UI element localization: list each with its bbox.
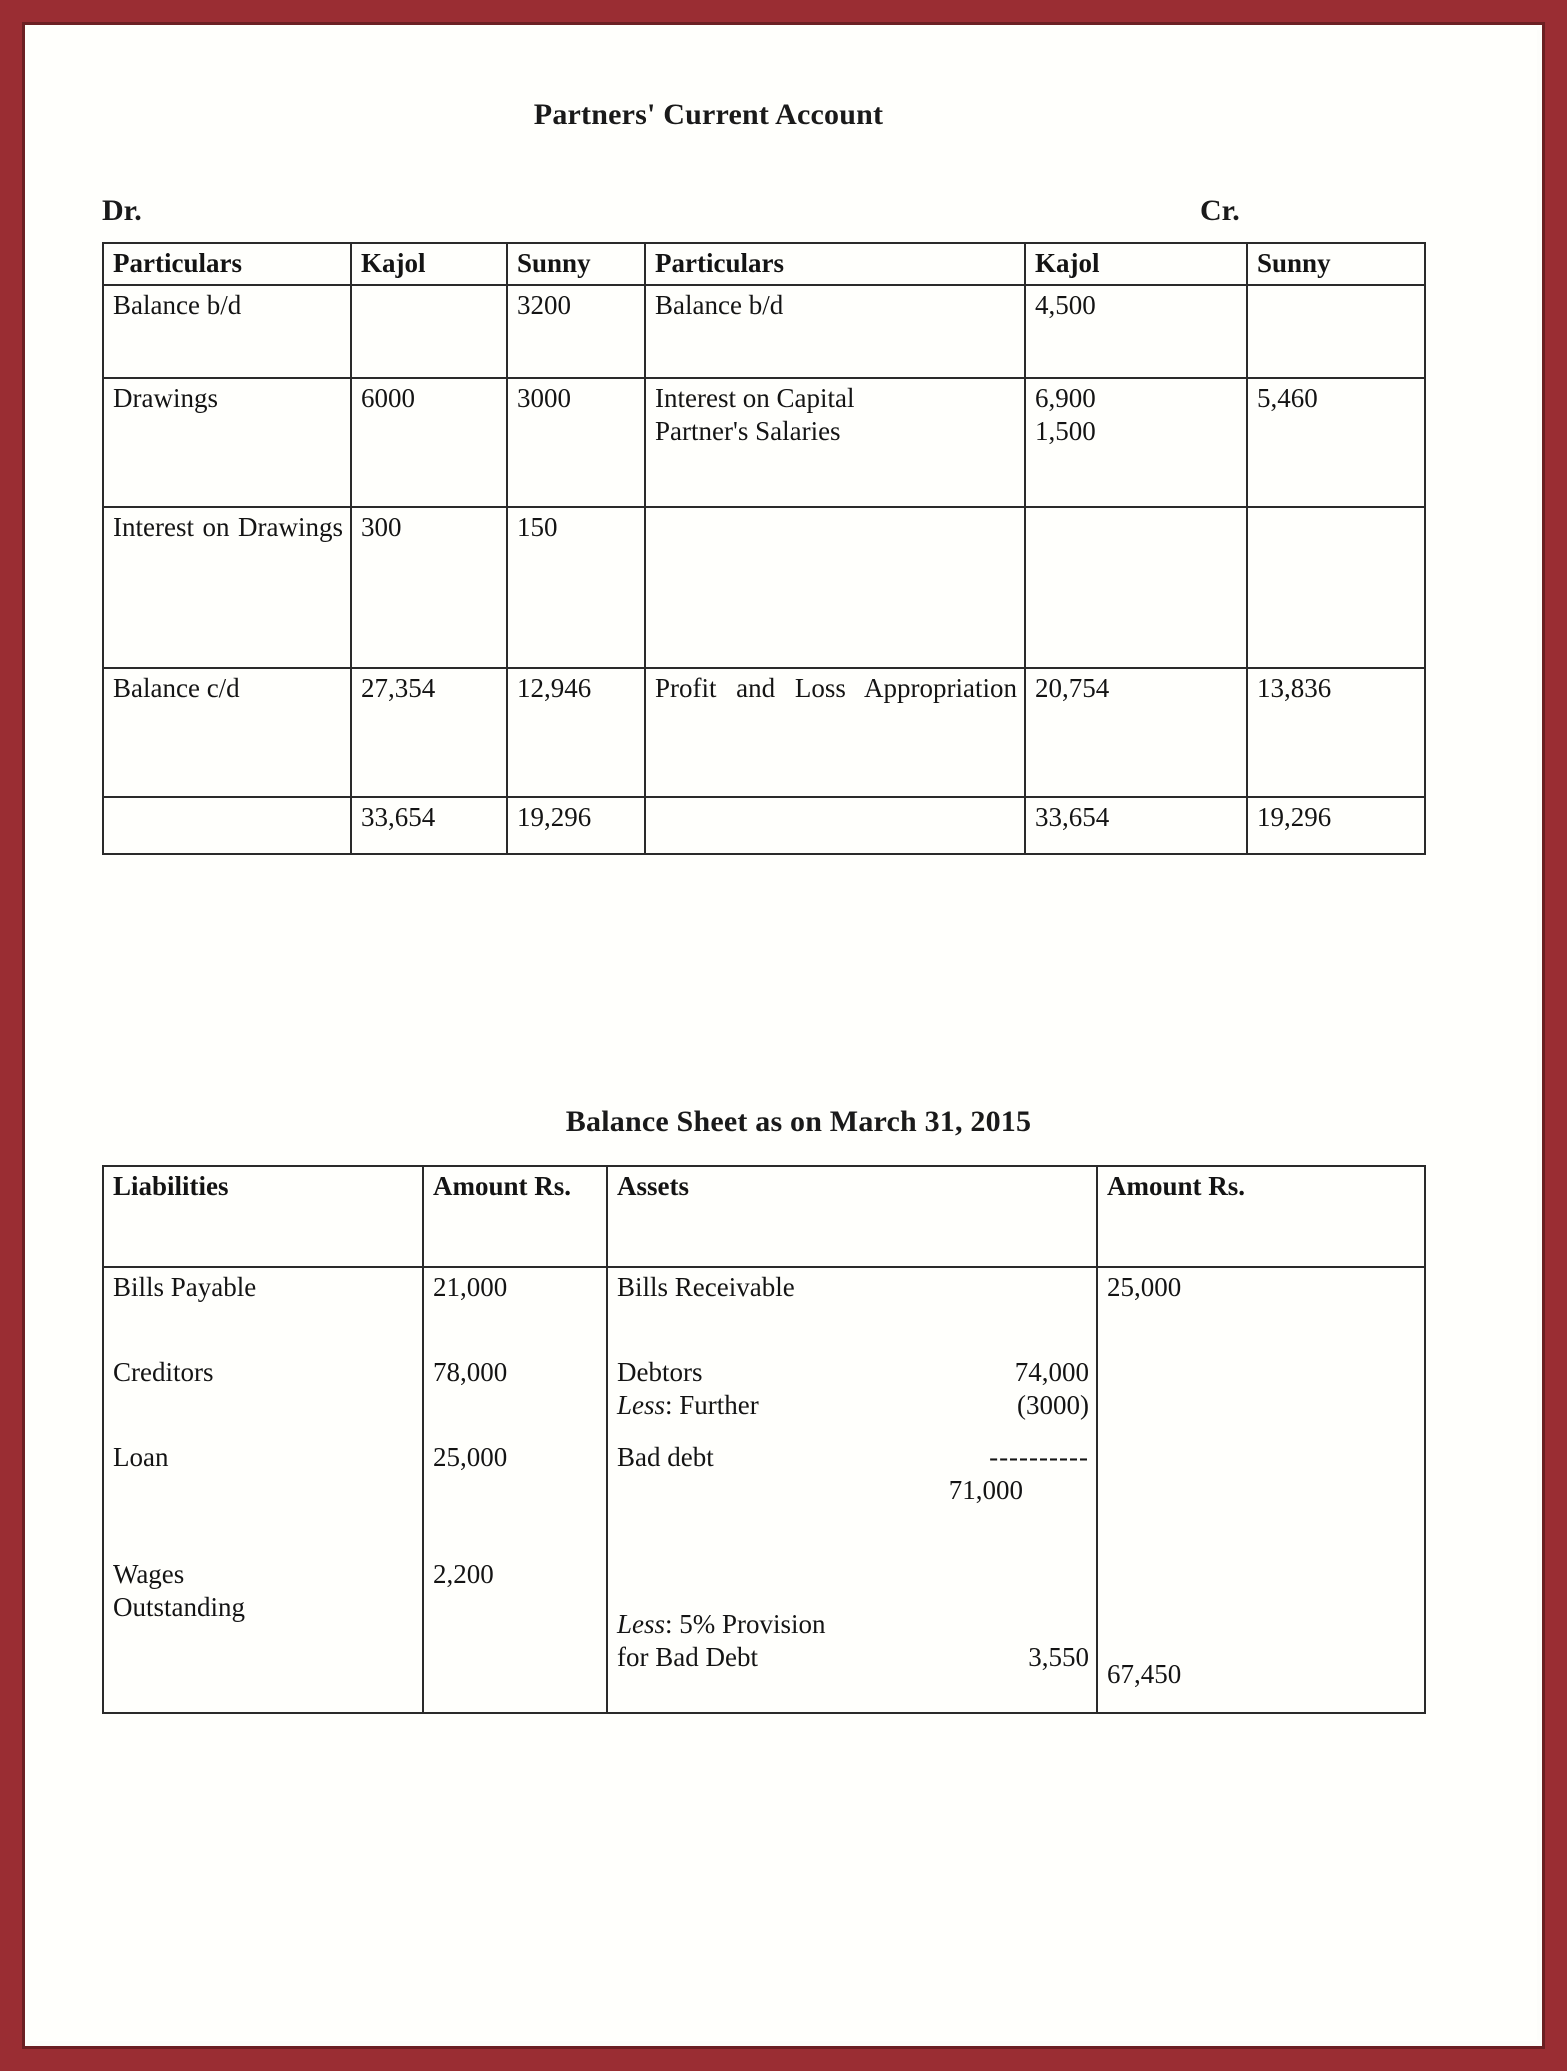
table-row bbox=[103, 1267, 1425, 1353]
cell-totals-debit-sunny: 19,296 bbox=[507, 797, 645, 854]
cell-asset-amount bbox=[1097, 1555, 1425, 1713]
asset-provision-label: for Bad Debt bbox=[617, 1641, 758, 1672]
cell-totals-debit-particular bbox=[103, 797, 351, 854]
cell-liability-amount: 25,000 bbox=[423, 1438, 607, 1555]
cell-totals-debit-kajol: 33,654 bbox=[351, 797, 507, 854]
cell-totals-credit-particular bbox=[645, 797, 1025, 854]
cell-debit-sunny: 3200 bbox=[507, 285, 645, 378]
cell-debit-particular: Balance c/d bbox=[103, 668, 351, 797]
table-row bbox=[103, 1555, 1425, 1713]
document-paper bbox=[30, 30, 1537, 2041]
asset-gap bbox=[617, 1558, 1089, 1608]
debit-credit-label-row bbox=[30, 194, 1537, 242]
cell-asset bbox=[607, 1353, 1097, 1438]
asset-provision-line-2 bbox=[617, 1641, 1089, 1674]
asset-less-further-line bbox=[617, 1389, 1089, 1422]
cell-credit-kajol bbox=[1025, 507, 1247, 668]
cell-credit-sunny: 13,836 bbox=[1247, 668, 1425, 797]
table-row bbox=[103, 1353, 1425, 1438]
header-kajol-credit: Kajol bbox=[1025, 243, 1247, 285]
cell-credit-sunny bbox=[1247, 285, 1425, 378]
cell-totals-credit-sunny: 19,296 bbox=[1247, 797, 1425, 854]
table-totals-row bbox=[103, 797, 1425, 854]
cell-credit-particular: Balance b/d bbox=[645, 285, 1025, 378]
cell-liability: Creditors bbox=[103, 1353, 423, 1438]
cell-asset bbox=[607, 1438, 1097, 1555]
asset-debtors-subtotal: 71,000 bbox=[948, 1474, 1023, 1505]
asset-debtors-value: 74,000 bbox=[1014, 1356, 1089, 1387]
header-particulars-debit: Particulars bbox=[103, 243, 351, 285]
table-row bbox=[103, 1438, 1425, 1555]
cell-liability-amount: 2,200 bbox=[423, 1555, 607, 1713]
cell-credit-kajol bbox=[1025, 378, 1247, 507]
liability-label-line-2: Outstanding bbox=[113, 1591, 245, 1622]
cell-asset: Bills Receivable bbox=[607, 1267, 1097, 1353]
cell-debit-sunny: 3000 bbox=[507, 378, 645, 507]
cell-credit-kajol: 20,754 bbox=[1025, 668, 1247, 797]
header-particulars-credit: Particulars bbox=[645, 243, 1025, 285]
cell-credit-sunny bbox=[1247, 507, 1425, 668]
cell-asset bbox=[607, 1555, 1097, 1713]
page-title-partners-current-account: Partners' Current Account bbox=[533, 98, 884, 131]
table-header-row bbox=[103, 1166, 1425, 1267]
cell-credit-sunny: 5,460 bbox=[1247, 378, 1425, 507]
table-row bbox=[103, 668, 1425, 797]
cell-debit-kajol: 27,354 bbox=[351, 668, 507, 797]
header-amount-assets: Amount Rs. bbox=[1097, 1166, 1425, 1267]
debit-side-label: Dr. bbox=[102, 194, 142, 227]
cell-asset-amount: 25,000 bbox=[1097, 1267, 1425, 1353]
asset-amount-value: 67,450 bbox=[1107, 1658, 1182, 1689]
header-sunny-credit: Sunny bbox=[1247, 243, 1425, 285]
cell-debit-kajol bbox=[351, 285, 507, 378]
liability-label-line-1: Wages bbox=[113, 1558, 185, 1589]
credit-side-label: Cr. bbox=[1200, 194, 1240, 227]
asset-less-further-label: Less: Further bbox=[617, 1389, 759, 1420]
cell-liability bbox=[103, 1555, 423, 1713]
cell-liability-amount: 78,000 bbox=[423, 1353, 607, 1438]
cell-debit-kajol: 300 bbox=[351, 507, 507, 668]
cell-debit-sunny: 150 bbox=[507, 507, 645, 668]
header-sunny-debit: Sunny bbox=[507, 243, 645, 285]
cell-debit-particular: Drawings bbox=[103, 378, 351, 507]
asset-less-further-value: (3000) bbox=[1017, 1389, 1089, 1420]
cell-credit-particular: Profit and Loss Appropriation bbox=[645, 668, 1025, 797]
balance-sheet-table bbox=[102, 1165, 1426, 1714]
asset-amount-gap bbox=[1107, 1558, 1417, 1658]
cell-credit-particular bbox=[645, 378, 1025, 507]
cell-credit-particular bbox=[645, 507, 1025, 668]
header-kajol-debit: Kajol bbox=[351, 243, 507, 285]
credit-particular-line-2: Partner's Salaries bbox=[655, 415, 841, 446]
partners-current-account-table bbox=[102, 242, 1426, 855]
cell-asset-amount bbox=[1097, 1438, 1425, 1555]
page-title-balance-sheet: Balance Sheet as on March 31, 2015 bbox=[565, 1104, 1032, 1138]
cell-liability: Loan bbox=[103, 1438, 423, 1555]
asset-bad-debt-rule: ---------- bbox=[989, 1441, 1089, 1472]
asset-provision-line-1: Less: 5% Provision bbox=[617, 1608, 826, 1639]
cell-liability: Bills Payable bbox=[103, 1267, 423, 1353]
table-header-row bbox=[103, 243, 1425, 285]
cell-liability-amount: 21,000 bbox=[423, 1267, 607, 1353]
credit-kajol-line-1: 6,900 bbox=[1035, 382, 1096, 413]
table-row bbox=[103, 285, 1425, 378]
asset-debtors-line bbox=[617, 1356, 1089, 1389]
asset-debtors-label: Debtors bbox=[617, 1356, 703, 1387]
credit-kajol-line-2: 1,500 bbox=[1035, 415, 1096, 446]
table-row bbox=[103, 378, 1425, 507]
cell-debit-sunny: 12,946 bbox=[507, 668, 645, 797]
header-liabilities: Liabilities bbox=[103, 1166, 423, 1267]
credit-particular-line-1: Interest on Capital bbox=[655, 382, 855, 413]
cell-asset-amount bbox=[1097, 1353, 1425, 1438]
cell-credit-kajol: 4,500 bbox=[1025, 285, 1247, 378]
cell-totals-credit-kajol: 33,654 bbox=[1025, 797, 1247, 854]
table-row bbox=[103, 507, 1425, 668]
header-assets: Assets bbox=[607, 1166, 1097, 1267]
cell-debit-particular: Balance b/d bbox=[103, 285, 351, 378]
asset-provision-value: 3,550 bbox=[1028, 1641, 1089, 1672]
cell-debit-particular: Interest on Drawings bbox=[103, 507, 351, 668]
asset-bad-debt-label: Bad debt bbox=[617, 1441, 714, 1472]
header-amount-liabilities: Amount Rs. bbox=[423, 1166, 607, 1267]
cell-debit-kajol: 6000 bbox=[351, 378, 507, 507]
asset-bad-debt-line bbox=[617, 1441, 1089, 1474]
